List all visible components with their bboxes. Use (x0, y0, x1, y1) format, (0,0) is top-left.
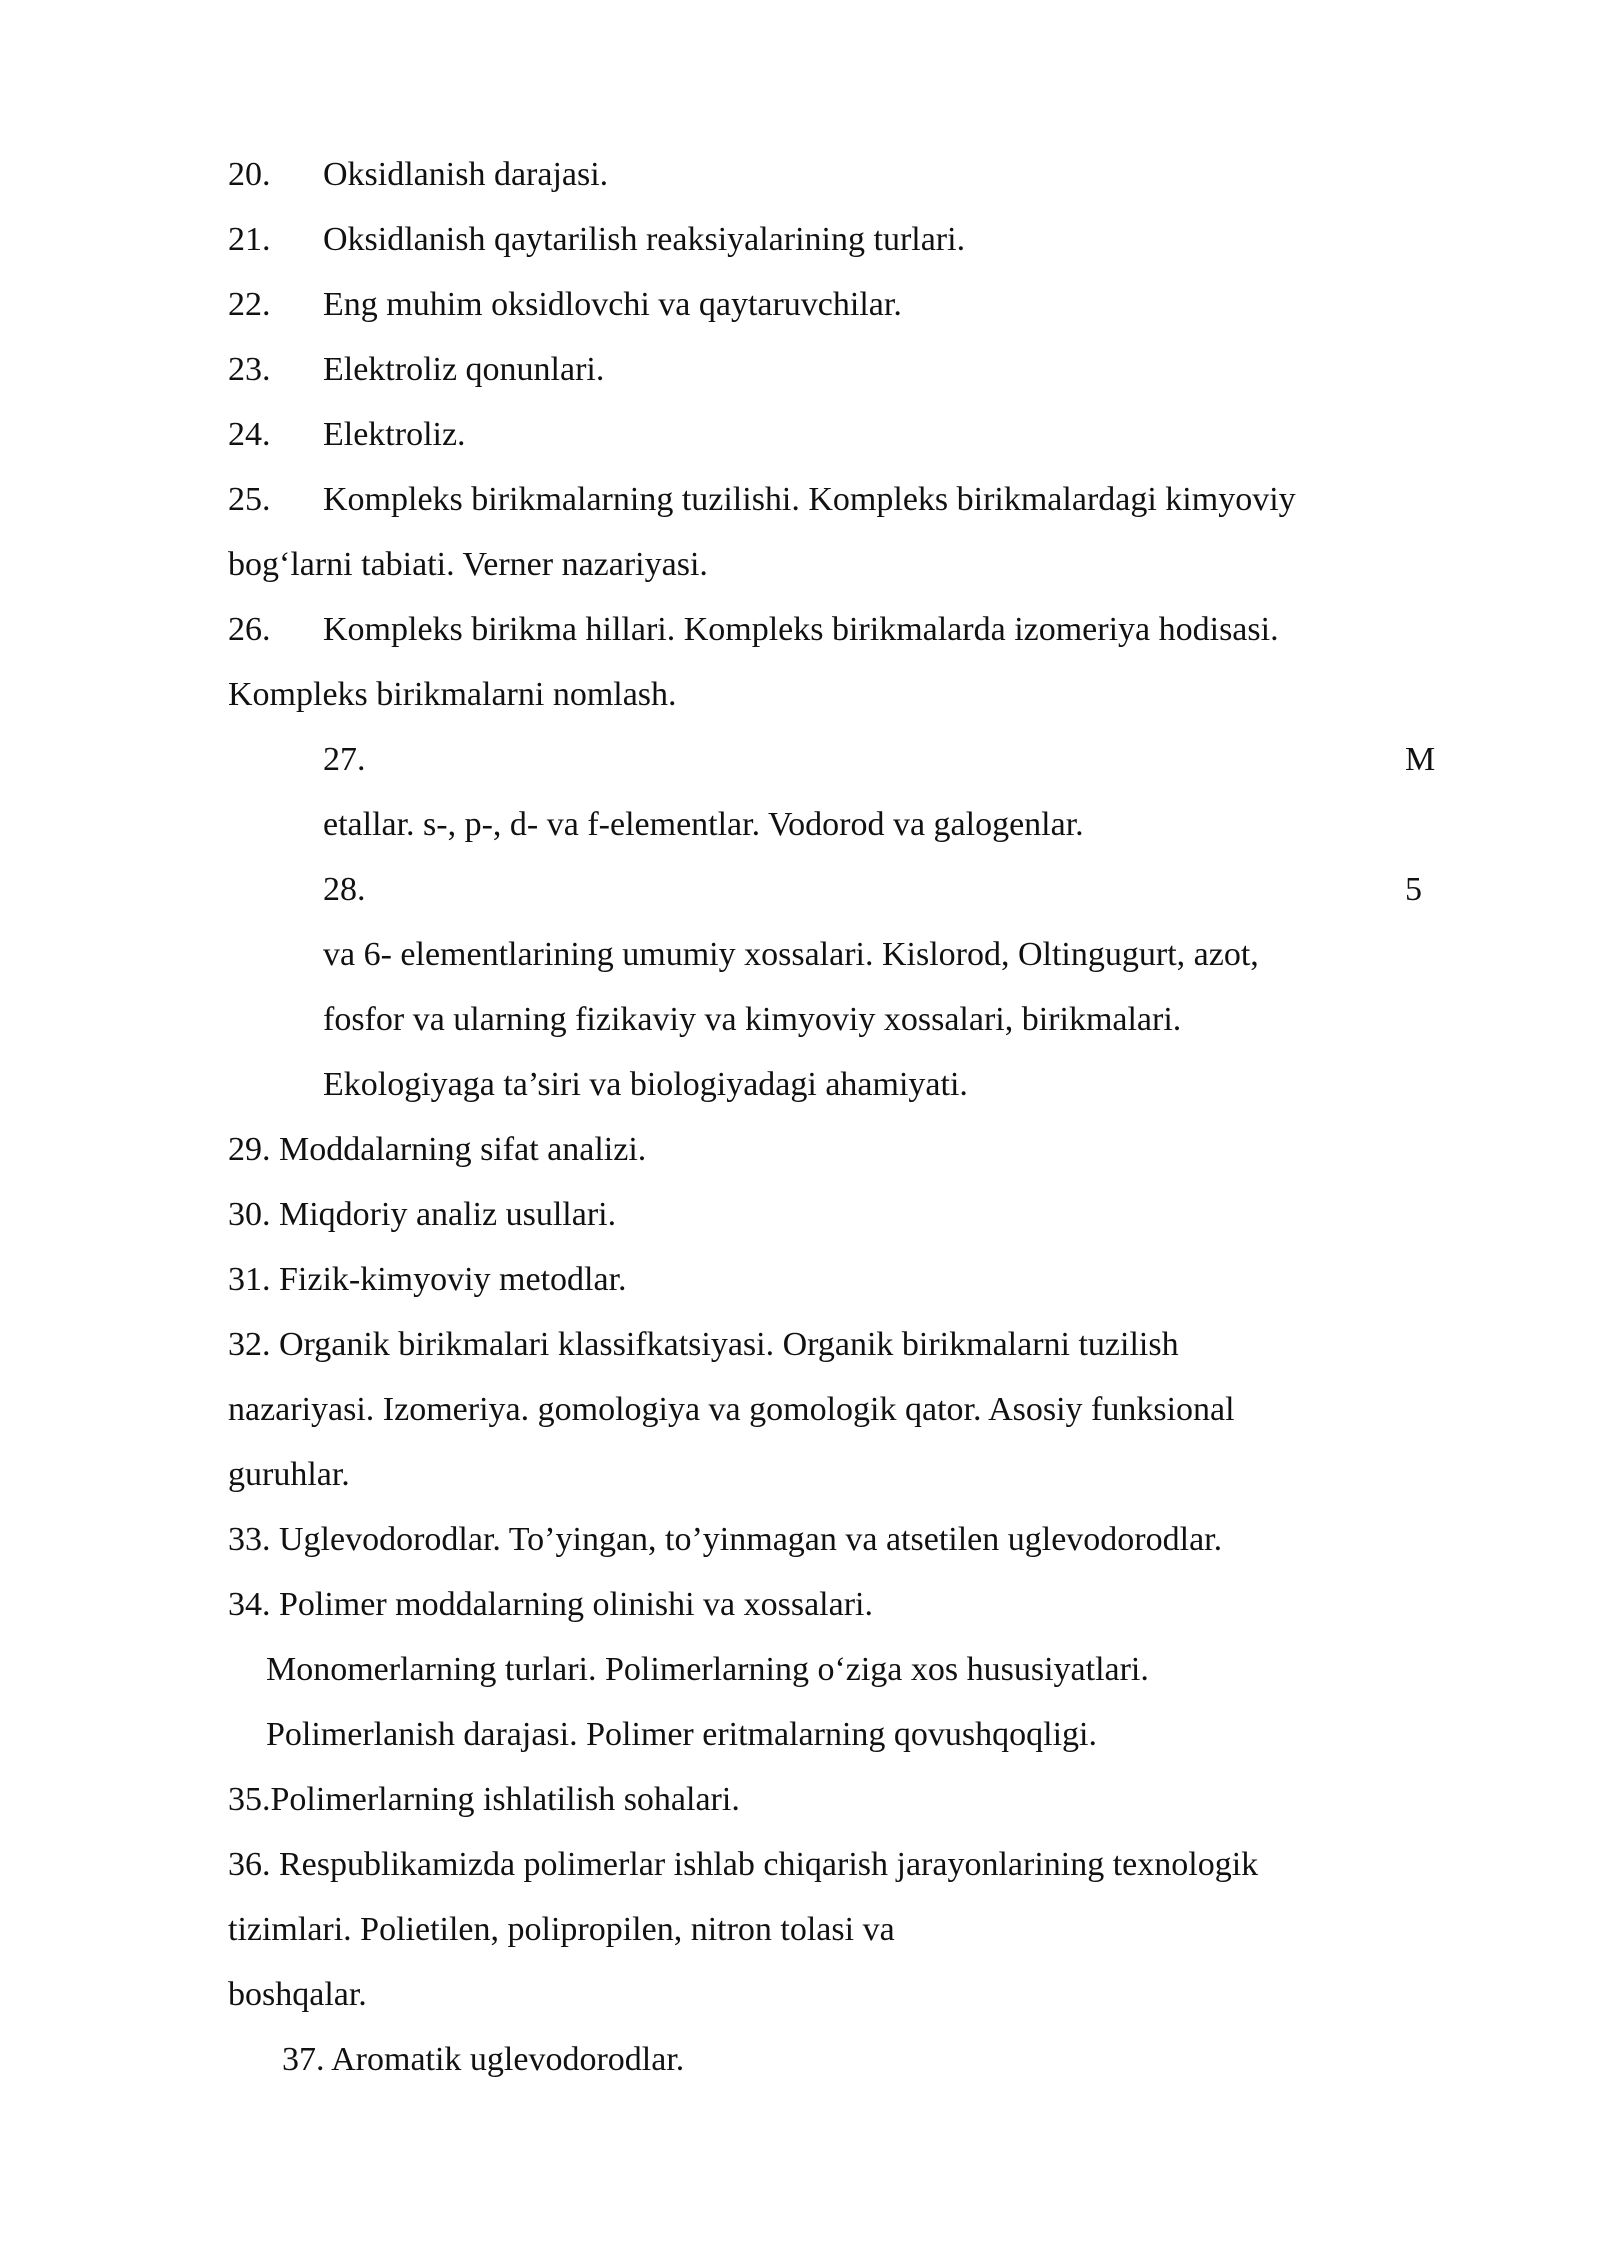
list-item-28-line-1: va 6- elementlarining umumiy xossalari. Kislorod, Oltingugurt, azot, (323, 936, 1259, 973)
list-item-28-right-fragment: 5 (1405, 871, 1422, 908)
list-item-35: 35.Polimerlarning ishlatilish sohalari. (228, 1781, 740, 1818)
list-item-34: 34. Polimer moddalarning olinishi va xossalari. (228, 1586, 873, 1623)
list-item-26-continuation: Kompleks birikmalarni nomlash. (228, 676, 677, 713)
list-item-36-line-2: tizimlari. Polietilen, polipropilen, nitron tolasi va (228, 1911, 895, 1948)
item-text: Oksidlanish qaytarilish reaksiyalarining turlari. (323, 221, 966, 258)
list-item-23 (228, 350, 604, 390)
list-item-28-line-2: fosfor va ularning fizikaviy va kimyoviy xossalari, birikmalari. (323, 1001, 1182, 1038)
list-item-25 (228, 480, 1296, 520)
list-item-26 (228, 610, 1279, 650)
list-item-20 (228, 155, 608, 195)
item-number: 22. (228, 286, 271, 323)
list-item-21 (228, 220, 965, 260)
item-number: 21. (228, 221, 271, 258)
list-item-24 (228, 415, 466, 455)
list-item-33: 33. Uglevodorodlar. To’yingan, to’yinmagan va atsetilen uglevodorodlar. (228, 1521, 1223, 1558)
item-text: Elektroliz. (323, 416, 466, 453)
list-item-28-line-3: Ekologiyaga ta’siri va biologiyadagi ahamiyati. (323, 1066, 968, 1103)
list-item-36-line-3: boshqalar. (228, 1976, 367, 2013)
list-item-28-number: 28. (323, 871, 366, 908)
list-item-27-number: 27. (323, 741, 366, 778)
list-item-30: 30. Miqdoriy analiz usullari. (228, 1196, 617, 1233)
list-item-36: 36. Respublikamizda polimerlar ishlab chiqarish jarayonlarining texnologik (228, 1846, 1259, 1883)
item-number: 26. (228, 611, 271, 648)
list-item-27-continuation: etallar. s-, p-, d- va f-elementlar. Vodorod va galogenlar. (323, 806, 1084, 843)
list-item-34-line-2: Monomerlarning turlari. Polimerlarning o‘ziga xos hususiyatlari. (266, 1651, 1149, 1688)
list-item-32: 32. Organik birikmalari klassifkatsiyasi. Organik birikmalarni tuzilish (228, 1326, 1179, 1363)
list-item-31: 31. Fizik-kimyoviy metodlar. (228, 1261, 627, 1298)
list-item-22 (228, 285, 902, 325)
list-item-37: 37. Aromatik uglevodorodlar. (282, 2041, 685, 2078)
list-item-34-line-3: Polimerlanish darajasi. Polimer eritmalarning qovushqoqligi. (266, 1716, 1097, 1753)
item-text: Elektroliz qonunlari. (323, 351, 605, 388)
list-item-29: 29. Moddalarning sifat analizi. (228, 1131, 647, 1168)
item-number: 20. (228, 156, 271, 193)
item-text: Kompleks birikmalarning tuzilishi. Kompleks birikmalardagi kimyoviy (323, 481, 1296, 518)
item-text: Oksidlanish darajasi. (323, 156, 609, 193)
item-number: 23. (228, 351, 271, 388)
list-item-25-continuation: bog‘larni tabiati. Verner nazariyasi. (228, 546, 708, 583)
item-text: Kompleks birikma hillari. Kompleks birikmalarda izomeriya hodisasi. (323, 611, 1279, 648)
item-number: 24. (228, 416, 271, 453)
list-item-32-line-3: guruhlar. (228, 1456, 350, 1493)
list-item-27-right-fragment: M (1405, 741, 1436, 778)
item-text: Eng muhim oksidlovchi va qaytaruvchilar. (323, 286, 902, 323)
item-number: 25. (228, 481, 271, 518)
list-item-32-line-2: nazariyasi. Izomeriya. gomologiya va gomologik qator. Asosiy funksional (228, 1391, 1235, 1428)
